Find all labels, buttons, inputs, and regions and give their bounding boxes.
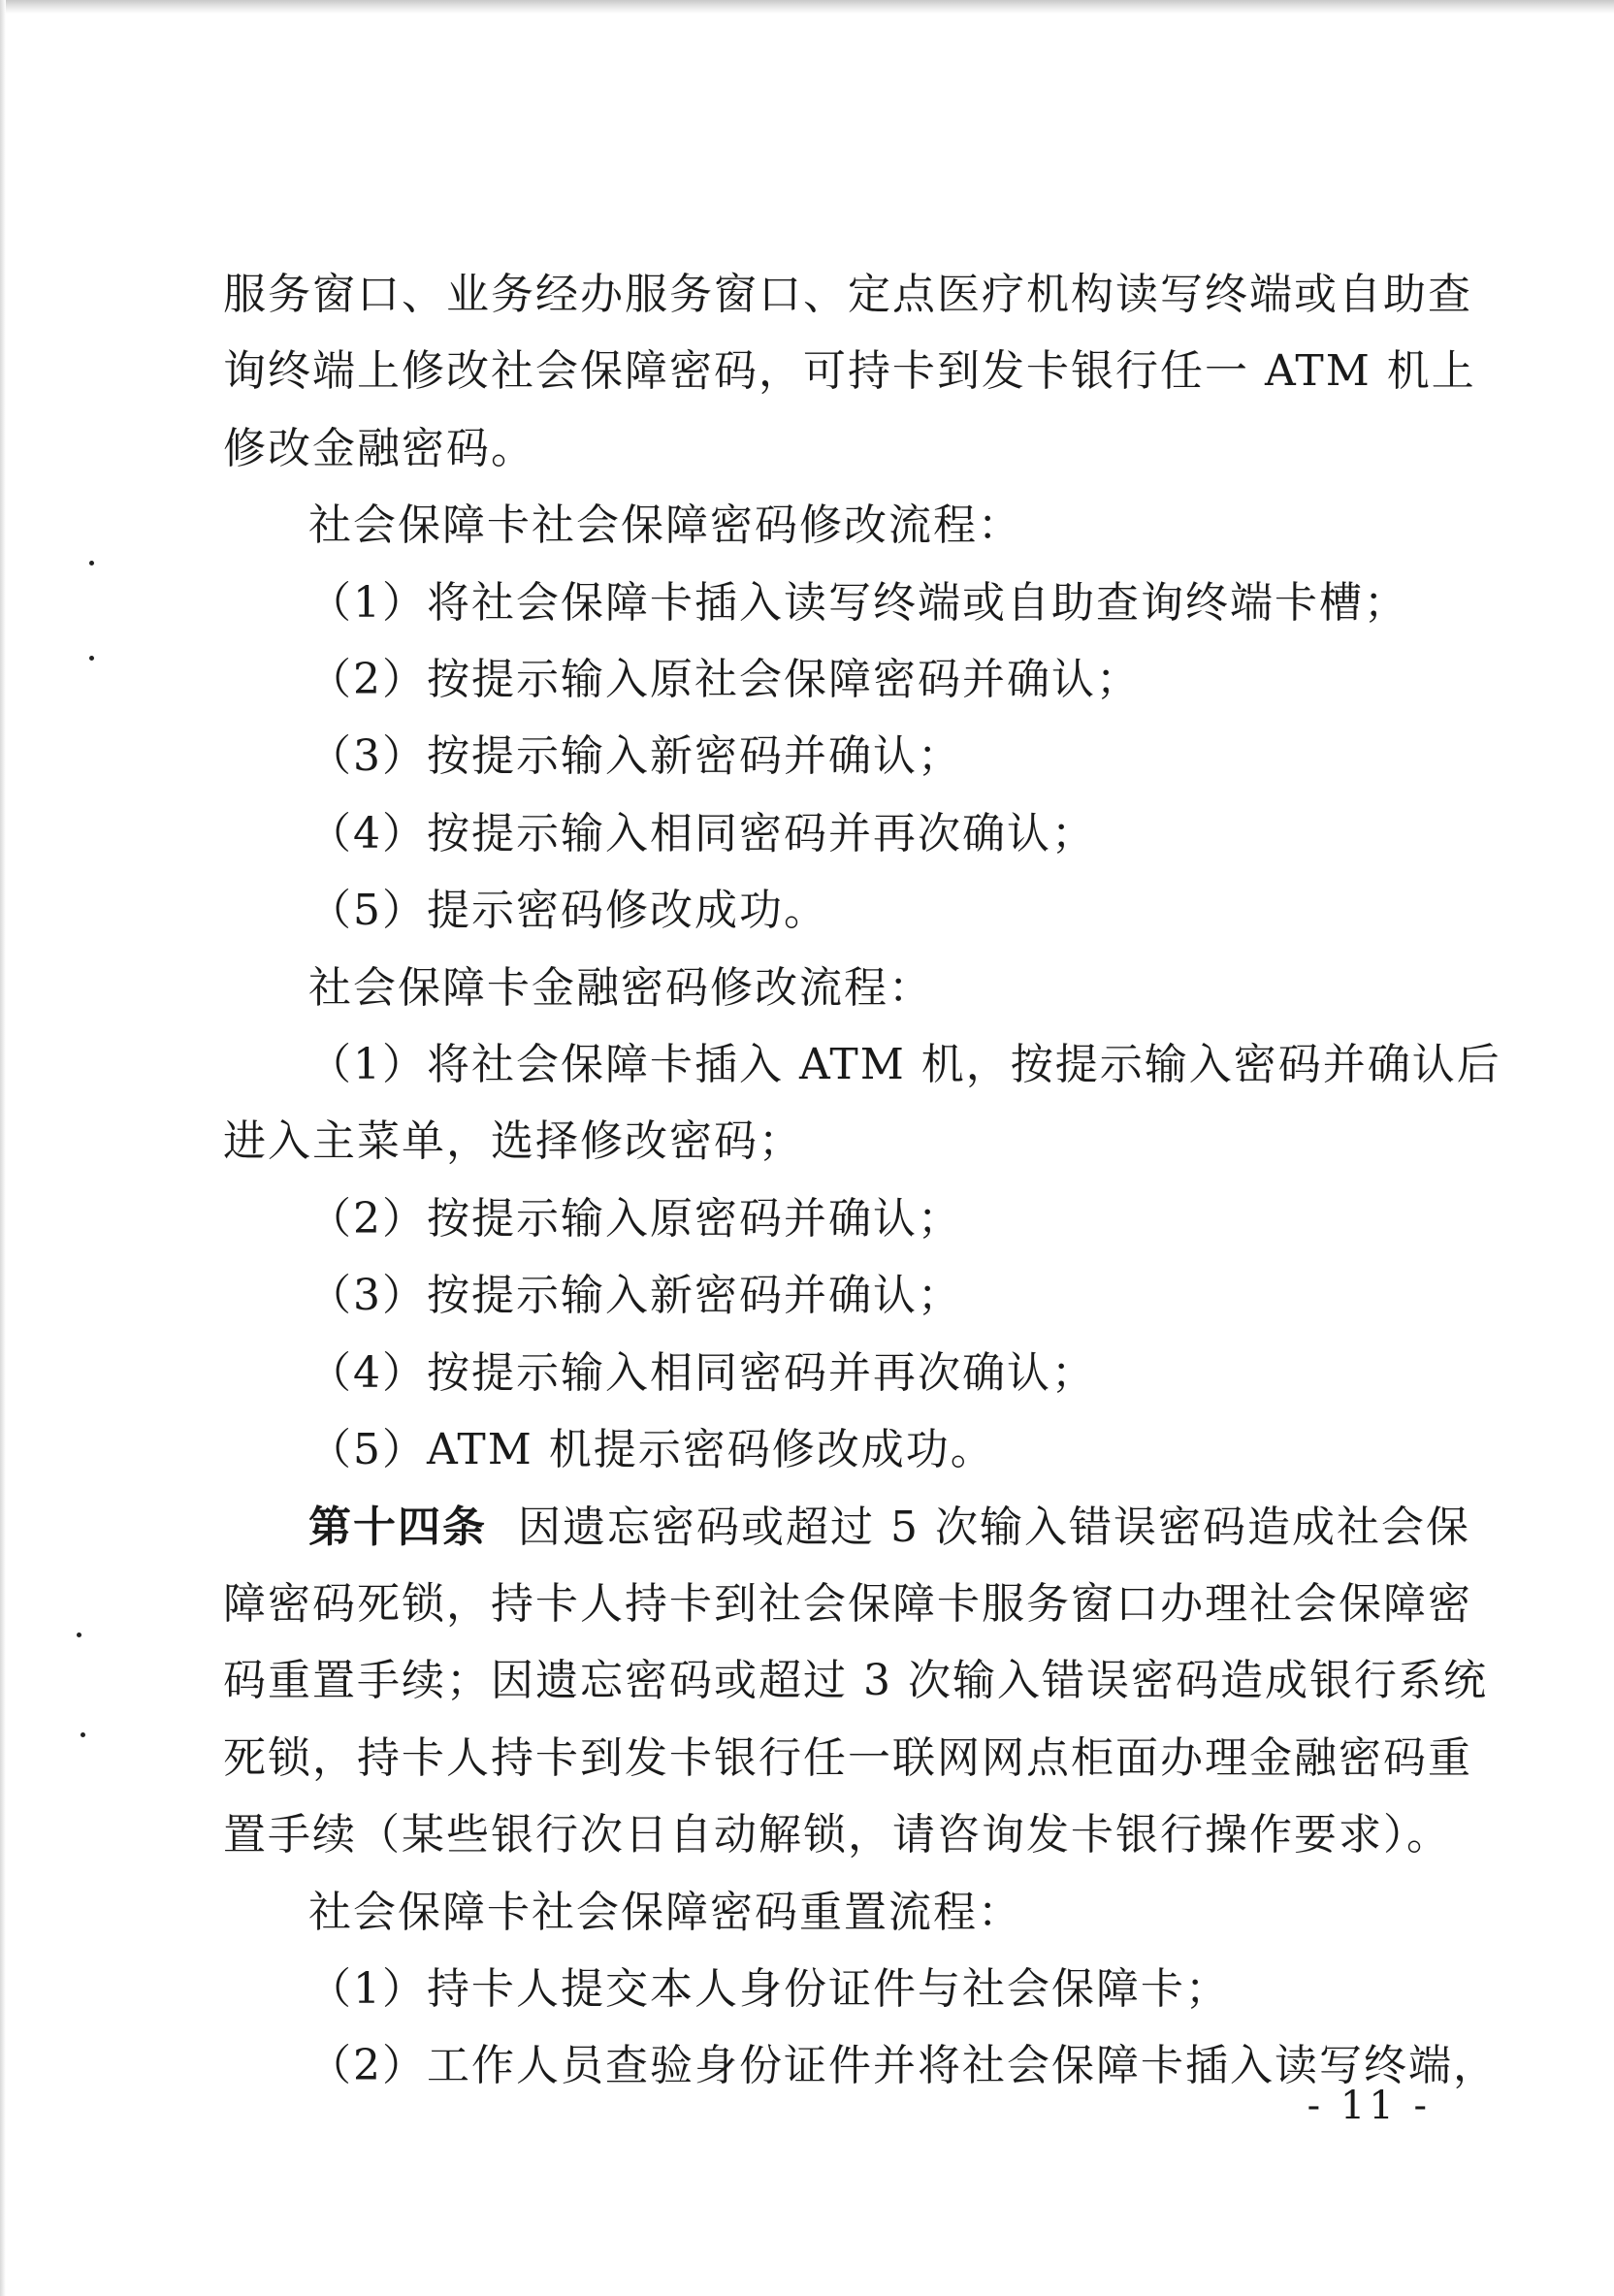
body-line: 服务窗口、业务经办服务窗口、定点医疗机构读写终端或自助查: [223, 270, 1472, 319]
procedure-step: （2）按提示输入原社会保障密码并确认；: [308, 655, 1141, 705]
article-first-line: [223, 1489, 1470, 1566]
scan-left-edge: [0, 0, 6, 2296]
article-line: 码重置手续；因遗忘密码或超过 3 次输入错误密码造成银行系统: [223, 1656, 1488, 1706]
scan-top-edge: [0, 0, 1614, 14]
procedure-step: （1）将社会保障卡插入 ATM 机，按提示输入密码并确认后: [308, 1040, 1501, 1090]
procedure-step: （5）提示密码修改成功。: [308, 886, 828, 936]
body-line: 询终端上修改社会保障密码，可持卡到发卡银行任一 ATM 机上: [223, 346, 1476, 397]
body-line: 修改金融密码。: [223, 423, 535, 473]
binding-hole-mark: [89, 561, 94, 566]
procedure-step: （4）按提示输入相同密码并再次确认；: [308, 1347, 1096, 1398]
article-text: 因遗忘密码或超过 5 次输入错误密码造成社会保: [517, 1502, 1470, 1552]
procedure-step: （5）ATM 机提示密码修改成功。: [308, 1425, 995, 1475]
procedure-step: （1）持卡人提交本人身份证件与社会保障卡；: [308, 1963, 1230, 2014]
procedure-heading: 社会保障卡金融密码修改流程：: [308, 962, 933, 1013]
binding-hole-mark: [89, 656, 94, 661]
procedure-step: （3）按提示输入新密码并确认；: [308, 1271, 962, 1321]
article-number: 第十四条: [308, 1502, 487, 1552]
procedure-step: （1）将社会保障卡插入读写终端或自助查询终端卡槽；: [308, 577, 1408, 628]
procedure-heading: 社会保障卡社会保障密码修改流程：: [308, 501, 1022, 551]
article-spacer: [487, 1503, 518, 1552]
article-line: 死锁，持卡人持卡到发卡银行任一联网网点柜面办理金融密码重: [223, 1732, 1472, 1783]
procedure-step: （4）按提示输入相同密码并再次确认；: [308, 808, 1096, 858]
document-body: [223, 256, 1501, 2105]
procedure-heading: 社会保障卡社会保障密码重置流程：: [308, 1887, 1022, 1937]
procedure-step: （3）按提示输入新密码并确认；: [308, 731, 962, 782]
article-line: 置手续（某些银行次日自动解锁，请咨询发卡银行操作要求）。: [223, 1810, 1451, 1860]
page-number: - 11 -: [1307, 2084, 1431, 2128]
binding-hole-mark: [77, 1633, 81, 1637]
article-line: 障密码死锁，持卡人持卡到社会保障卡服务窗口办理社会保障密: [223, 1578, 1472, 1629]
procedure-step: （2）工作人员查验身份证件并将社会保障卡插入读写终端，: [308, 2041, 1498, 2091]
procedure-step: （2）按提示输入原密码并确认；: [308, 1193, 962, 1244]
procedure-step-continued: 进入主菜单，选择修改密码；: [223, 1116, 803, 1167]
binding-hole-mark: [81, 1732, 85, 1737]
